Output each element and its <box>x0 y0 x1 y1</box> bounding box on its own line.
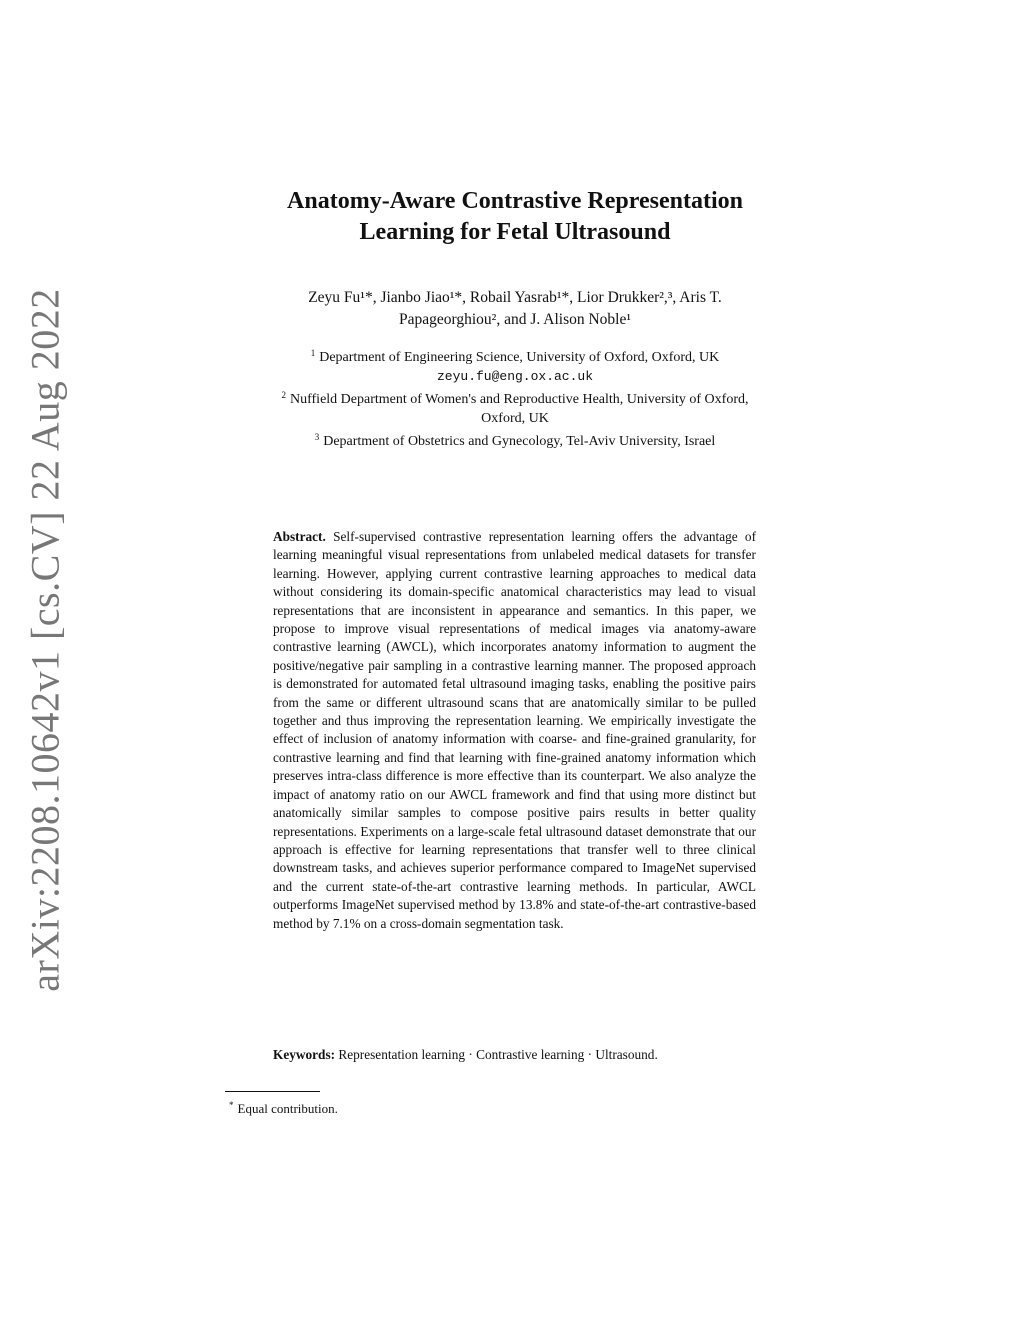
affiliation-3: $^3$ Department of Obstetrics and Gynecology, Tel-Aviv University, Israel <box>314 432 716 449</box>
arxiv-identifier: arXiv:2208.10642v1 [cs.CV] 22 Aug 2022 <box>22 288 68 992</box>
keywords-label: Keywords: <box>273 1047 336 1062</box>
affiliations <box>220 344 810 451</box>
keywords <box>273 1046 756 1064</box>
footnote-text: Equal contribution. <box>237 1101 338 1116</box>
title-line-2: Learning for Fetal Ultrasound <box>359 219 671 245</box>
affiliation-2: $^2$ Nuffield Department of Women's and Reproductive Health, University of Oxford, <box>281 390 749 407</box>
footnote-mark: * <box>229 1100 234 1110</box>
contact-email: zeyu.fu@eng.ox.ac.uk <box>436 369 594 384</box>
author-list <box>240 287 790 331</box>
arxiv-sidebar <box>0 0 90 1325</box>
paper-title <box>240 186 790 248</box>
abstract-text: Self-supervised contrastive representation learning offers the advantage of learning meaningful visual representations from unlabeled medical datasets for transfer learning. However, applying current contrastive learning approaches to medical data without considering its domain-specific anatomical characteristics may lead to visual representations that are inconsistent in appearance and semantics. In this paper, we propose to improve visual representations of medical images via anatomy-aware contrastive learning (AWCL), which incorporates anatomy information to augment the positive/negative pair sampling in a contrastive learning manner. The proposed approach is demonstrated for automated fetal ultrasound imaging tasks, enabling the positive pairs from the same or different ultrasound scans that are anatomically similar to be pulled together and thus improving the representation learning. We empirically investigate the effect of inclusion of anatomy information with coarse- and fine-grained granularity, for contrastive learning and find that learning with fine-grained anatomy information which preserves intra-class difference is more effective than its counterpart. We also analyze the impact of anatomy ratio on our AWCL framework and find that using more distinct but anatomically similar samples to compose positive pairs results in better quality representations. Experiments on a large-scale fetal ultrasound dataset demonstrate that our approach is effective for learning representations that transfer well to three clinical downstream tasks, and achieves superior performance compared to ImageNet supervised and the current state-of-the-art contrastive learning methods. In particular, AWCL outperforms ImageNet supervised method by 13.8% and state-of-the-art contrastive-based method by 7.1% on a cross-domain segmentation task. <box>273 529 757 931</box>
footnote-divider <box>225 1091 320 1092</box>
abstract-label: Abstract. <box>273 529 326 544</box>
author-line-2: Papageorghiou², and J. Alison Noble¹ <box>398 311 631 328</box>
affiliation-1: $^1$ Department of Engineering Science, University of Oxford, Oxford, UK <box>310 348 720 365</box>
abstract <box>273 528 756 933</box>
title-line-1: Anatomy-Aware Contrastive Representation <box>287 188 743 214</box>
affiliation-2-cont: Oxford, UK <box>481 411 549 426</box>
author-line-1: Zeyu Fu¹*, Jianbo Jiao¹*, Robail Yasrab¹*, Lior Drukker²,³, Aris T. <box>308 289 722 306</box>
footnote <box>229 1096 338 1118</box>
keywords-text: Representation learning · Contrastive learning · Ultrasound. <box>338 1047 658 1062</box>
